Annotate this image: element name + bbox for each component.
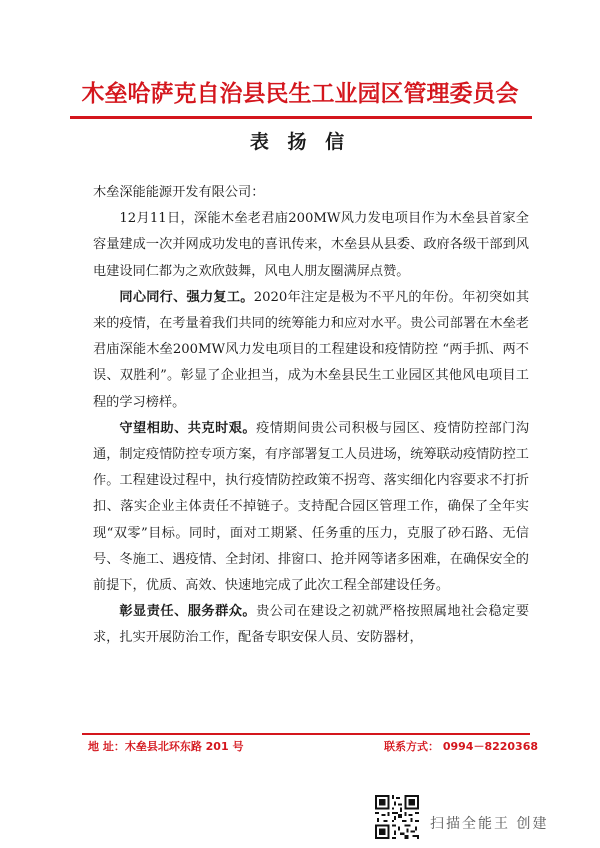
paragraph-3-lead: 守望相助、共克时艰。 [119, 420, 257, 436]
letterhead-organization: 木垒哈萨克自治县民生工业园区管理委员会 [81, 80, 519, 107]
paragraph-4-lead: 彰显责任、服务群众。 [119, 604, 257, 620]
footer-divider [82, 733, 530, 735]
footer-address: 地 址：木垒县北环东路 201 号 [88, 740, 244, 753]
letter-paragraph-4 [93, 599, 529, 651]
letter-body [93, 180, 529, 652]
letter-paragraph-1 [93, 206, 529, 285]
paragraph-4-text: 贵公司在建设之初就严格按照属地社会稳定要求，扎实开展防治工作，配备专职安保人员、安防器材， [93, 604, 530, 646]
letterhead-divider [70, 116, 532, 119]
letter-paragraph-3 [93, 416, 529, 599]
paragraph-2-lead: 同心同行、强力复工。 [119, 289, 254, 305]
letter-salutation: 木垒深能能源开发有限公司： [93, 185, 265, 200]
footer-contact: 联系方式： 0994－8220368 [384, 740, 539, 753]
scanner-watermark: 扫描全能王 创建 [430, 816, 549, 832]
letter-paragraph-2 [93, 285, 529, 416]
qr-code-icon [375, 795, 419, 839]
document-title: 表 扬 信 [249, 131, 351, 153]
paragraph-1-text: 12月11日，深能木垒老君庙200MW风力发电项目作为木垒县首家全容量建成一次并网成功发电的喜讯传来，木垒县从县委、政府各级干部到风电建设同仁都为之欢欣鼓舞，风电人朋友圈满屏点赞。 [93, 211, 529, 279]
paragraph-2-text: 2020年注定是极为不平凡的年份。年初突如其来的疫情，在考量着我们共同的统筹能力和应对水平。贵公司部署在木垒老君庙深能木垒200MW风力发电项目的工程建设和疫情防控 “两手抓、两不误、双胜利”。彰显了企业担当，成为木垒县民生工业园区其他风电项目工程的学习榜样。 [93, 289, 530, 410]
paragraph-3-text: 疫情期间贵公司积极与园区、疫情防控部门沟通，制定疫情防控专项方案，有序部署复工人员进场，统筹联动疫情防控工作。工程建设过程中，执行疫情防控政策不拐弯、落实细化内容要求不打折扣、落实企业主体责任不掉链子。支持配合园区管理工作，确保了全年实现“双零”目标。同时，面对工期紧、任务重的压力，克服了砂石路、无信号、冬施工、遇疫情、全封闭、排窗口、抢并网等诸多困难，在确保安全的前提下，优质、高效、快速地完成了此次工程全部建设任务。 [93, 420, 530, 594]
